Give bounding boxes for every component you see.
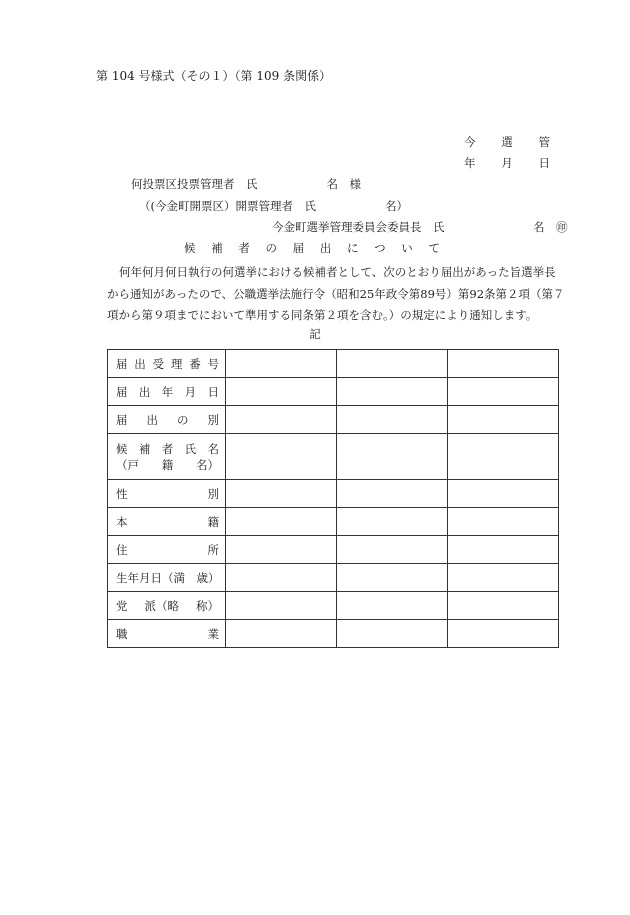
- row-label: [108, 412, 225, 428]
- document-title: 候 補 者 の 届 出 に つ い て: [184, 241, 446, 255]
- candidate-entry-cell[interactable]: [337, 620, 448, 648]
- candidate-entry-cell[interactable]: [337, 564, 448, 592]
- row-label-char: 年: [161, 384, 174, 399]
- row-label-char: 所: [207, 542, 219, 557]
- row-label: [108, 486, 225, 502]
- row-label-char: 補: [138, 441, 151, 456]
- row-label-char: 別: [207, 486, 219, 501]
- row-label-char: 届: [116, 412, 128, 427]
- issuer-reference: [464, 134, 550, 150]
- body-line: から通知があったので、公職選挙法施行令（昭和25年政令第89号）第92条第２項（第７: [107, 286, 565, 301]
- table-row: [108, 480, 559, 508]
- table-row: [108, 378, 559, 406]
- candidate-entry-cell[interactable]: [448, 620, 559, 648]
- candidate-entry-cell[interactable]: [337, 480, 448, 508]
- candidate-entry-cell[interactable]: [226, 620, 337, 648]
- body-line: 項から第９項までにおいて準用する同条第２項を含む。）の規定により通知します。: [107, 308, 538, 322]
- row-label-char: 者: [161, 441, 174, 456]
- sender-name: 今金町選挙管理委員会委員長 氏: [272, 220, 445, 234]
- row-label: [108, 514, 225, 530]
- table-row: [108, 508, 559, 536]
- row-label-cell: [108, 480, 226, 508]
- row-label-char: 受: [152, 356, 165, 371]
- form-number: 第 104 号様式（その１）（第 109 条関係）: [96, 69, 332, 83]
- row-label-line: [116, 384, 219, 400]
- row-label-char: 出: [146, 412, 158, 427]
- row-label-char: 派（略: [144, 598, 179, 613]
- row-label-char: 日: [207, 384, 219, 399]
- table-row: [108, 434, 559, 480]
- row-label: [108, 626, 225, 642]
- row-label-cell: [108, 434, 226, 480]
- row-label-char: の: [177, 412, 189, 427]
- row-label-cell: [108, 564, 226, 592]
- body-line: 何年何月何日執行の何選挙における候補者として、次のとおり届出があった旨選挙長: [119, 265, 556, 279]
- row-label-char: 理: [170, 356, 183, 371]
- row-label-line: [116, 486, 219, 502]
- candidate-entry-cell[interactable]: [337, 592, 448, 620]
- candidate-entry-cell[interactable]: [448, 508, 559, 536]
- addressee-voting-manager: 何投票区投票管理者 氏 名 様: [131, 177, 361, 191]
- row-label-char: 称）: [196, 598, 219, 613]
- row-label-cell: [108, 350, 226, 378]
- candidate-entry-cell[interactable]: [448, 564, 559, 592]
- row-label-char: 籍: [207, 514, 219, 529]
- row-label-char: 出: [134, 356, 146, 371]
- row-label-char: 候: [116, 441, 128, 456]
- row-label-char: （戸: [116, 457, 139, 472]
- candidate-entry-cell[interactable]: [337, 406, 448, 434]
- row-label: [108, 598, 225, 614]
- row-label-char: 籍: [161, 457, 174, 472]
- row-label-line: [116, 626, 219, 642]
- table-row: [108, 536, 559, 564]
- row-label: [108, 384, 225, 400]
- candidate-entry-cell[interactable]: [226, 406, 337, 434]
- row-label-cell: [108, 592, 226, 620]
- table-row: [108, 564, 559, 592]
- sender-seal: 名 ㊞: [533, 220, 568, 234]
- row-label: [108, 356, 225, 372]
- candidate-entry-cell[interactable]: [226, 508, 337, 536]
- candidate-entry-cell[interactable]: [337, 434, 448, 480]
- candidate-entry-cell[interactable]: [226, 564, 337, 592]
- row-label-char: 性: [116, 486, 128, 501]
- row-label-line: [116, 356, 219, 372]
- ki-heading: 記: [309, 327, 321, 341]
- candidate-entry-cell[interactable]: [448, 378, 559, 406]
- issue-date: [464, 155, 550, 171]
- row-label-cell: [108, 378, 226, 406]
- issue-date-char: 日: [538, 156, 550, 170]
- row-label-char: 住: [116, 542, 128, 557]
- row-label-line: [116, 441, 219, 457]
- candidate-entry-cell[interactable]: [226, 434, 337, 480]
- candidate-entry-cell[interactable]: [448, 480, 559, 508]
- row-label-line: [116, 598, 219, 614]
- row-label-char: 月: [184, 384, 197, 399]
- issuer-ref-char: 今: [464, 135, 476, 149]
- table-row: [108, 350, 559, 378]
- row-label-char: 名）: [196, 457, 219, 472]
- candidate-entry-cell[interactable]: [226, 536, 337, 564]
- issuer-ref-char: 選: [501, 135, 513, 149]
- row-label-cell: [108, 406, 226, 434]
- issue-date-char: 年: [464, 156, 476, 170]
- row-label-char: 届: [116, 356, 128, 371]
- row-label-line: [116, 412, 219, 428]
- row-label-char: 番: [189, 356, 201, 371]
- candidate-entry-cell[interactable]: [448, 592, 559, 620]
- table-row: [108, 592, 559, 620]
- row-label-char: 職: [116, 626, 128, 641]
- candidate-entry-cell[interactable]: [226, 378, 337, 406]
- row-label-char: 届: [116, 384, 128, 399]
- row-label-char: 党: [116, 598, 128, 613]
- candidate-entry-cell[interactable]: [337, 536, 448, 564]
- candidate-entry-cell[interactable]: [448, 406, 559, 434]
- row-label-char: 氏: [184, 441, 197, 456]
- row-label: [108, 441, 225, 473]
- body-paragraph: [107, 262, 565, 327]
- candidate-entry-cell[interactable]: [337, 508, 448, 536]
- candidate-entry-cell[interactable]: [337, 350, 448, 378]
- table-row: [108, 620, 559, 648]
- row-label-char: 出: [138, 384, 151, 399]
- row-label-cell: [108, 508, 226, 536]
- row-label-cell: [108, 536, 226, 564]
- candidate-entry-cell[interactable]: [448, 536, 559, 564]
- candidate-entry-cell[interactable]: [337, 378, 448, 406]
- candidate-entry-cell[interactable]: [226, 480, 337, 508]
- row-label-char: 業: [207, 626, 219, 641]
- row-label-char: 名: [207, 441, 219, 456]
- row-label-char: 号: [207, 356, 219, 371]
- row-label-line: [116, 542, 219, 558]
- candidate-entry-cell[interactable]: [226, 350, 337, 378]
- row-label-char: 本: [116, 514, 128, 529]
- candidate-entry-cell[interactable]: [448, 434, 559, 480]
- candidate-entry-cell[interactable]: [226, 592, 337, 620]
- table-row: [108, 406, 559, 434]
- row-label-char: 別: [207, 412, 219, 427]
- issuer-ref-char: 管: [538, 135, 550, 149]
- row-label-cell: [108, 620, 226, 648]
- row-label: 生年月日（満 歳）: [116, 570, 220, 585]
- issue-date-char: 月: [501, 156, 513, 170]
- candidate-entry-cell[interactable]: [448, 350, 559, 378]
- row-label-line: [116, 514, 219, 530]
- addressee-counting-manager: （(今金町開票区）開票管理者 氏 名）: [139, 199, 408, 213]
- candidate-table: [107, 349, 559, 648]
- row-label: [108, 542, 225, 558]
- row-label-subline: [116, 457, 219, 473]
